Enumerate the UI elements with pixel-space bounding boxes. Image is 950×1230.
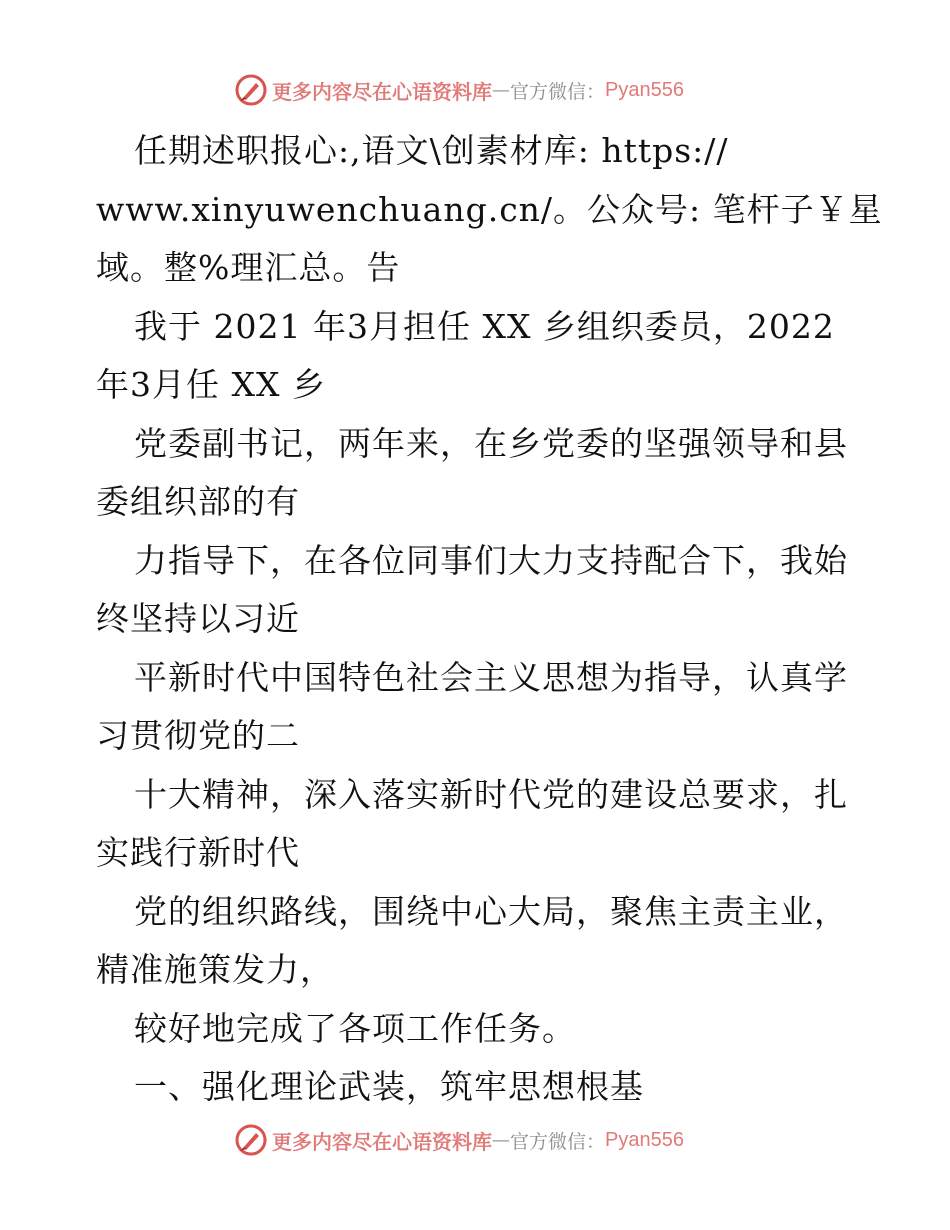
- body-line: 域。整%理汇总。告: [96, 248, 401, 287]
- body-line: 我于 2021 年3月担任 XX 乡组织委员，2022: [134, 306, 835, 346]
- body-line: 党的组织路线，围绕中心大局，聚焦主责主业，: [134, 891, 848, 931]
- body-line: 十大精神，深入落实新时代党的建设总要求，扎: [134, 774, 848, 814]
- body-line: www.xinyuwenchuang.cn/。公众号: 笔杆子￥星: [96, 189, 883, 229]
- body-line: 党委副书记，两年来，在乡党委的坚强领导和县: [134, 423, 848, 463]
- watermark-official-label: 官方微信：: [510, 1130, 606, 1153]
- body-line: 委组织部的有: [96, 482, 300, 521]
- body-line: 较好地完成了各项工作任务。: [134, 1008, 576, 1048]
- watermark-site-text: 更多内容尽在心语资料库: [272, 1129, 492, 1154]
- section-heading: 一、强化理论武装，筑牢思想根基: [134, 1067, 644, 1106]
- body-line: 终坚持以习近: [96, 599, 300, 638]
- body-line: 年3月任 XX 乡: [96, 365, 326, 404]
- footer-watermark: [234, 1122, 714, 1158]
- body-line: 任期述职报心:,语文\创素材库: https://: [134, 131, 729, 170]
- watermark-dash: —: [492, 79, 510, 101]
- pen-logo-icon: [234, 1123, 268, 1157]
- watermark-wechat-id: Pyan556: [605, 78, 684, 101]
- pen-logo-icon: [234, 73, 268, 107]
- body-line: 习贯彻党的二: [96, 716, 300, 755]
- body-line: 平新时代中国特色社会主义思想为指导，认真学: [134, 657, 848, 697]
- watermark-site-text: 更多内容尽在心语资料库: [272, 79, 492, 104]
- watermark-official-label: 官方微信：: [510, 80, 606, 103]
- body-line: 实践行新时代: [96, 833, 300, 872]
- watermark-wechat-id: Pyan556: [605, 1128, 684, 1151]
- body-line: 力指导下，在各位同事们大力支持配合下，我始: [134, 540, 848, 580]
- watermark-dash: —: [492, 1129, 510, 1151]
- document-body: [96, 122, 883, 1117]
- header-watermark: [234, 72, 714, 108]
- body-line: 精准施策发力，: [96, 950, 334, 989]
